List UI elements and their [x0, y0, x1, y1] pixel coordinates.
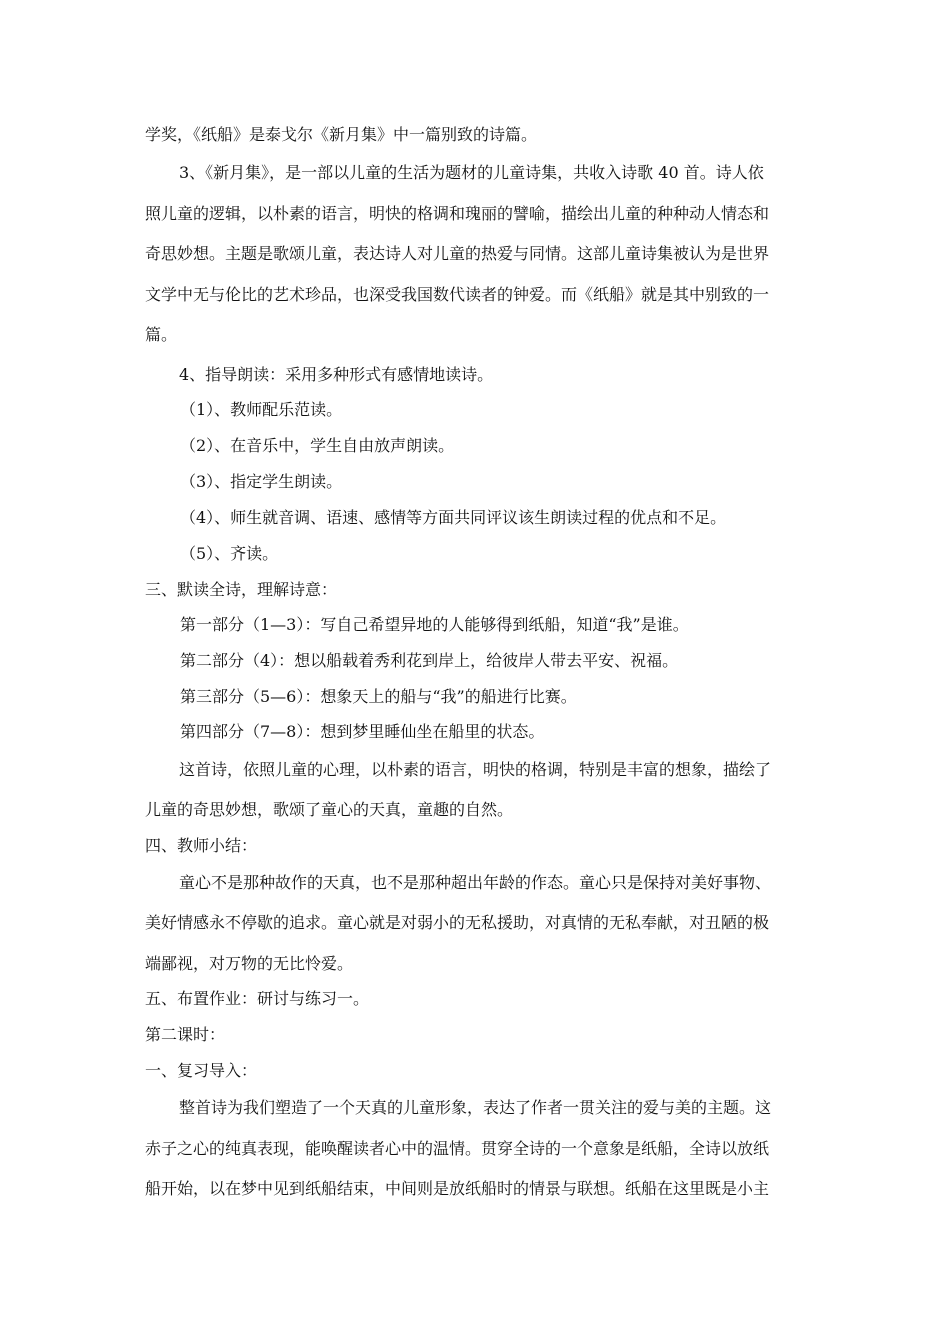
text-line: （3）、指定学生朗读。	[180, 472, 343, 491]
text-line: （2）、在音乐中，学生自由放声朗读。	[180, 436, 455, 455]
text-line: 整首诗为我们塑造了一个天真的儿童形象，表达了作者一贯关注的爱与美的主题。这	[179, 1098, 772, 1117]
text-line: 船开始，以在梦中见到纸船结束，中间则是放纸船时的情景与联想。纸船在这里既是小主	[145, 1179, 770, 1198]
text-line: 文学中无与伦比的艺术珍品，也深受我国数代读者的钟爱。而《纸船》就是其中别致的一	[145, 285, 770, 304]
text-line: （1）、教师配乐范读。	[180, 400, 343, 419]
text-line: 照儿童的逻辑，以朴素的语言，明快的格调和瑰丽的譬喻，描绘出儿童的种种动人情态和	[145, 204, 770, 223]
text-line: 这首诗，依照儿童的心理，以朴素的语言，明快的格调，特别是丰富的想象，描绘了	[179, 760, 772, 779]
section-heading: 第二课时：	[145, 1025, 226, 1044]
text-line: 奇思妙想。主题是歌颂儿童，表达诗人对儿童的热爱与同情。这部儿童诗集被认为是世界	[145, 244, 770, 263]
section-heading: 三、默读全诗，理解诗意：	[145, 580, 338, 599]
text-line: 篇。	[145, 325, 178, 344]
text-line: 美好情感永不停歇的追求。童心就是对弱小的无私援助，对真情的无私奉献，对丑陋的极	[145, 913, 770, 932]
text-line: （5）、齐读。	[180, 544, 279, 563]
text-line: 第四部分（7—8）：想到梦里睡仙坐在船里的状态。	[180, 722, 545, 741]
text-line: 端鄙视，对万物的无比怜爱。	[145, 954, 354, 973]
text-line: 学奖，《纸船》是泰戈尔《新月集》中一篇别致的诗篇。	[145, 125, 538, 144]
text-line: 第二部分（4）：想以船载着秀利花到岸上，给彼岸人带去平安、祝福。	[180, 651, 679, 670]
text-line: 童心不是那种故作的天真，也不是那种超出年龄的作态。童心只是保持对美好事物、	[179, 873, 772, 892]
text-line: 赤子之心的纯真表现，能唤醒读者心中的温情。贯穿全诗的一个意象是纸船，全诗以放纸	[145, 1139, 770, 1158]
text-line: 4、指导朗读：采用多种形式有感情地读诗。	[179, 365, 494, 384]
text-line: 3、《新月集》，是一部以儿童的生活为题材的儿童诗集，共收入诗歌 40 首。诗人依	[179, 163, 764, 182]
text-line: 第一部分（1—3）：写自己希望异地的人能够得到纸船，知道“我”是谁。	[180, 615, 689, 634]
section-heading: 五、布置作业：研讨与练习一。	[145, 989, 370, 1008]
section-heading: 四、教师小结：	[145, 836, 258, 855]
section-heading: 一、复习导入：	[145, 1061, 258, 1080]
text-line: （4）、师生就音调、语速、感情等方面共同评议该生朗读过程的优点和不足。	[180, 508, 727, 527]
text-line: 第三部分（5—6）：想象天上的船与“我”的船进行比赛。	[180, 687, 577, 706]
text-line: 儿童的奇思妙想，歌颂了童心的天真，童趣的自然。	[145, 800, 514, 819]
